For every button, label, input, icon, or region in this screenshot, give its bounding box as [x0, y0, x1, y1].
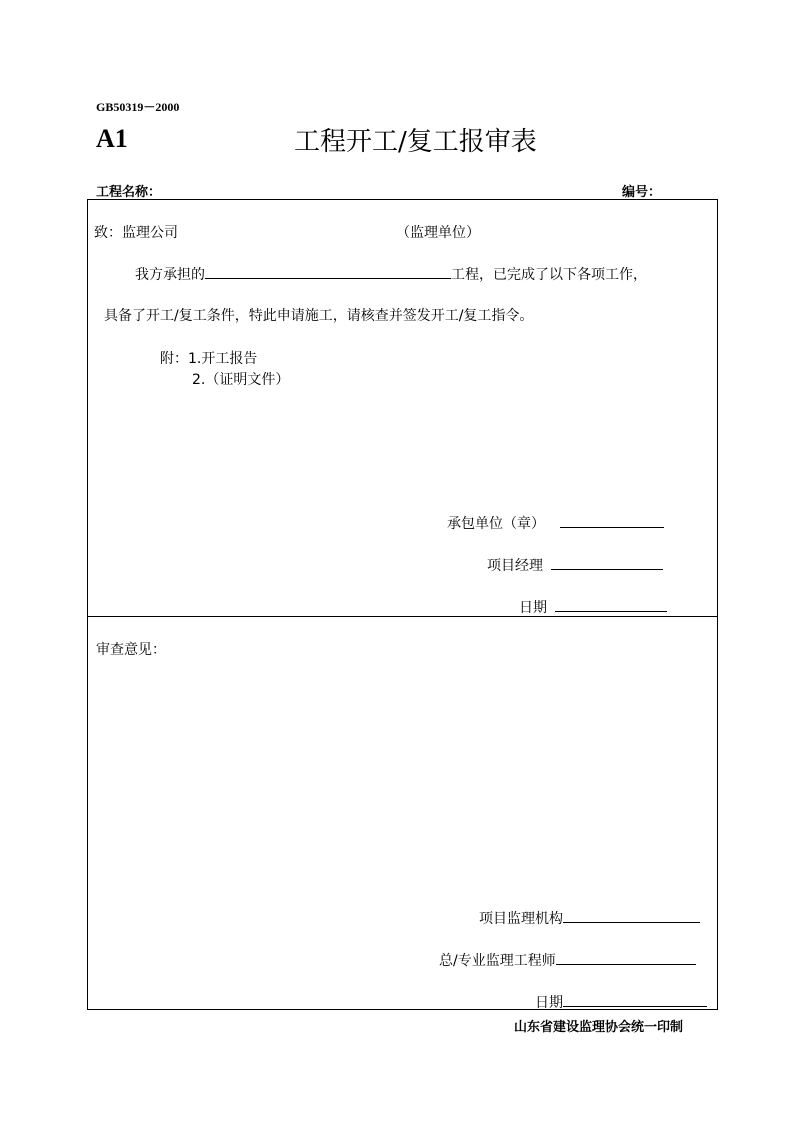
review-engineer-label: 总/专业监理工程师 [439, 953, 556, 969]
review-org-field[interactable] [563, 908, 700, 923]
recipient-prefix: 致： [94, 225, 122, 241]
review-engineer-field[interactable] [556, 950, 696, 965]
manager-label: 项目经理 [487, 558, 543, 574]
review-date-field[interactable] [563, 992, 707, 1007]
contractor-signature-row [447, 513, 664, 533]
recipient-unit-note: （监理单位） [396, 225, 480, 241]
body-middle: 工程，已完成了以下各项工作， [451, 267, 647, 283]
project-name-label: 工程名称： [96, 185, 162, 200]
attachment-2: 2.（证明文件） [192, 372, 290, 388]
serial-number-label: 编号： [622, 185, 662, 200]
review-date-row [535, 992, 707, 1012]
recipient-line [94, 222, 178, 242]
section-divider [88, 616, 717, 617]
review-org-label: 项目监理机构 [479, 911, 563, 927]
body-line-2: 具备了开工/复工条件，特此申请施工，请核查并签发开工/复工指令。 [104, 308, 534, 324]
review-opinion-label: 审查意见： [96, 642, 166, 658]
review-date-label: 日期 [535, 995, 563, 1011]
application-date-row [519, 597, 667, 617]
page-title: 工程开工/复工报审表 [294, 127, 537, 157]
review-org-row [479, 908, 700, 928]
application-date-field[interactable] [555, 597, 667, 612]
manager-signature-field[interactable] [551, 555, 663, 570]
project-name-field[interactable] [205, 264, 451, 279]
form-code: A1 [96, 124, 128, 153]
form-box [87, 199, 718, 1010]
manager-signature-row [487, 555, 663, 575]
contractor-signature-field[interactable] [560, 513, 664, 528]
recipient-company: 监理公司 [122, 225, 178, 241]
review-engineer-row [439, 950, 696, 970]
standard-code: GB50319－2000 [96, 100, 180, 114]
body-line-1 [135, 264, 647, 284]
contractor-label: 承包单位（章） [447, 516, 545, 532]
application-date-label: 日期 [519, 600, 547, 616]
attachment-1: 附：1.开工报告 [160, 351, 258, 367]
printer-note: 山东省建设监理协会统一印制 [514, 1020, 684, 1035]
body-start: 我方承担的 [135, 267, 205, 283]
